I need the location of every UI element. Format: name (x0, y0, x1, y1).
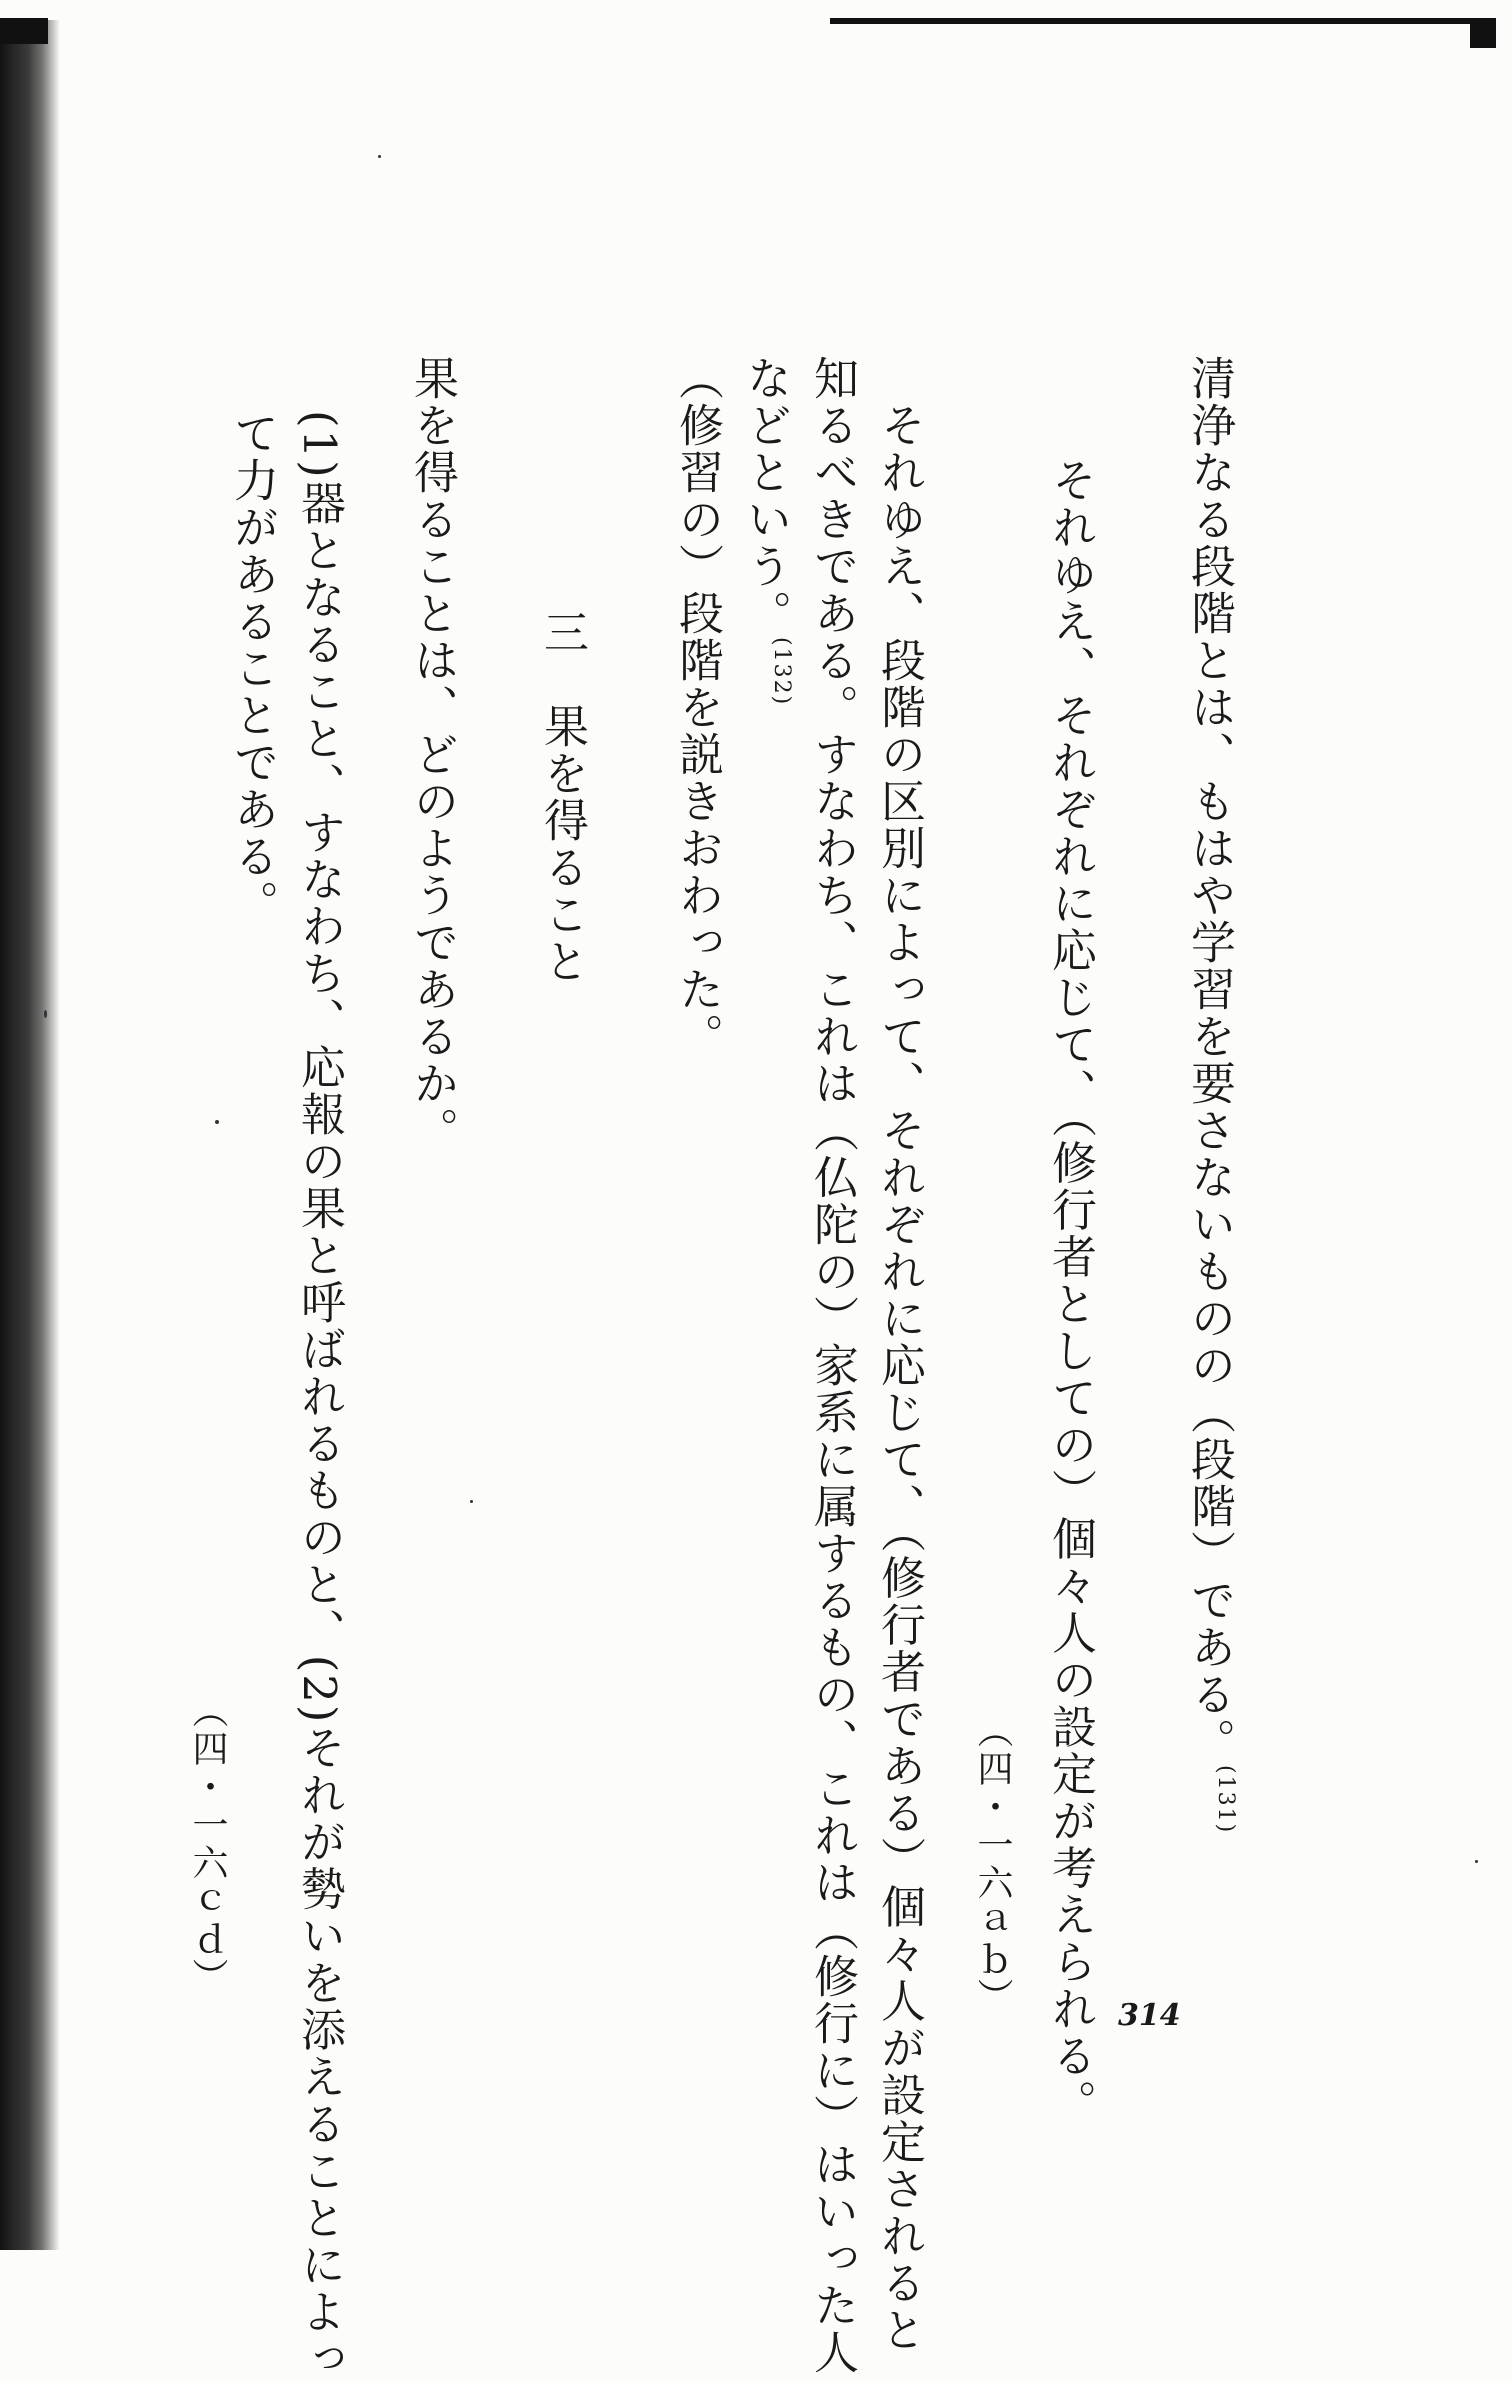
column-text: それゆえ、段階の区別によって、それぞれに応じて、（修行者である）個々人が設定されると (873, 355, 926, 2354)
citation-text: （四・一六ａｂ） (972, 1712, 1013, 2016)
text-column-6 (670, 355, 725, 1060)
scan-speck (215, 1120, 219, 1124)
footnote-ref-131: (131) (1213, 1765, 1238, 1835)
citation-text: （四・一六ｃｄ） (187, 1692, 228, 1996)
citation-column-2 (180, 1692, 235, 1996)
binding-shadow (0, 20, 60, 2250)
text-column-9 (225, 410, 280, 927)
scan-speck (44, 1010, 47, 1018)
text-column-5 (738, 355, 809, 706)
footnote-ref-132: (132) (769, 637, 794, 707)
text-column-4 (805, 355, 860, 2376)
top-rule (830, 18, 1496, 24)
column-text: それゆえ、それぞれに応じて、（修行者としての）個々人の設定が考えられる。 (1044, 410, 1097, 2127)
column-text: （修習の）段階を説きおわった。 (671, 355, 724, 1060)
citation-column-1 (965, 1712, 1020, 2016)
text-column-8 (292, 410, 347, 2383)
page-number: 314 (1118, 1998, 1181, 2033)
section-heading (535, 515, 590, 985)
scan-speck (470, 1500, 473, 1503)
text-column-7 (405, 355, 460, 1154)
column-text: 果を得ることは、どのようであるか。 (406, 355, 459, 1154)
text-column-1 (1182, 355, 1253, 1834)
binding-corner (0, 18, 48, 44)
column-text: 知るべきである。すなわち、これは（仏陀の）家系に属するもの、これは（修行に）はいった人 (806, 355, 859, 2376)
column-text: て力があることである。 (226, 410, 279, 927)
column-text: (1)器となること、すなわち、応報の果と呼ばれるものと、(2)それが勢いを添えることによっ (293, 410, 346, 2383)
column-text: 清浄なる段階とは、もはや学習を要さないものの（段階）である。 (1183, 355, 1236, 1765)
heading-text: 三 果を得ること (536, 515, 589, 985)
scan-speck (378, 155, 381, 158)
text-column-3 (872, 355, 927, 2354)
column-text: などという。 (739, 355, 792, 637)
text-column-2 (1043, 410, 1098, 2127)
scan-speck (1475, 1860, 1478, 1863)
top-rule-end (1470, 18, 1496, 48)
